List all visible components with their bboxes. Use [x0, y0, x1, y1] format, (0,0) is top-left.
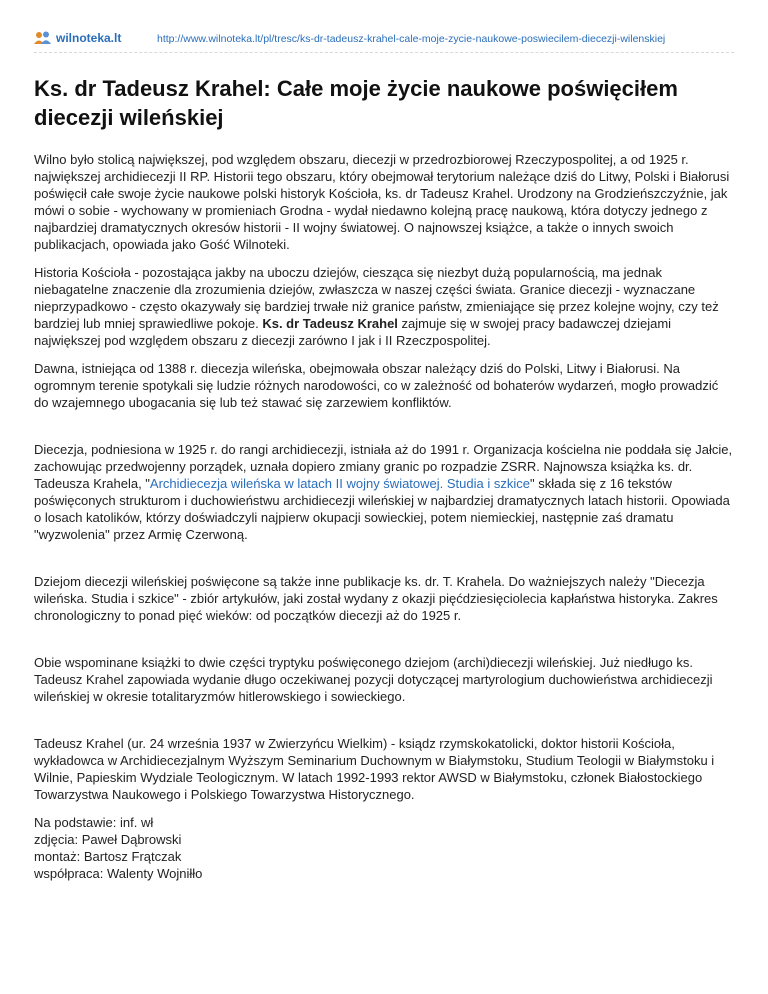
credit-cooperation: współpraca: Walenty Wojniłło	[34, 866, 203, 881]
article-body	[34, 151, 734, 882]
paragraph-other-publications: Dziejom diecezji wileńskiej poświęcone są także inne publikacje ks. dr. T. Krahela. Do ważniejszych należy "Diecezja wileńska. Studia i szkice" - zbiór artykułów, jaki został wydany z okazji pięćdziesięciolecia kapłaństwa historyka. Zakres chronologiczny to ponad pięć wieków: od początków diecezji aż do 1925 r.	[34, 574, 718, 623]
paragraph-new-book-text-b: " składa się z 16 tekstów poświęconych strukturom i duchowieństwu archidiecezji wileńskiej w najbardziej dramatycznych latach historii. Opowiada o losach katolików, którzy doświadczyli najpierw okupacji sowieckiej, potem niemieckiej, następnie zaś dramatu "wyzwolenia" przez Armię Czerwoną.	[34, 476, 730, 542]
paragraph-triptych: Obie wspominane książki to dwie części tryptyku poświęconego dziejom (archi)diecezji wileńskiej. Już niedługo ks. Tadeusz Krahel zapowiada wydanie długo oczekiwanej pozycji dotyczącej martyrologium duchowieństwa archidiecezji wileńskiej w okresie totalitaryzmów hitlerowskiego i sowieckiego.	[34, 655, 713, 704]
paragraph-history-text-a: Historia Kościoła - pozostająca jakby na uboczu dziejów, ciesząca się niezbyt dużą popularnością, ma jednak niebagatelne znaczenie dla zrozumienia dziejów, zwłaszcza w naszej części świata. Granice diecezji - wyznaczane nieprzypadkowo - często okazywały się bardziej trwałe niż granice państw, zmieniające się przez kolejne wojny, czy też bardziej lub mniej sprawiedliwe pokoje.	[34, 265, 719, 331]
paragraph-intro: Wilno było stolicą największej, pod względem obszaru, diecezji w przedrozbiorowej Rzeczypospolitej, a od 1925 r. największej archidiecezji II RP. Historii tego obszaru, który obejmował terytorium należące dziś do Litwy, Polski i Białorusi poświęcił całe swoje życie naukowe polski historyk Kościoła, ks. dr Tadeusz Krahel. Urodzony na Grodzieńszczyźnie, jak mówi o sobie - wychowany w promieniach Grodna - wydał niedawno kolejną pracę naukową, która dotyczy jednego z najbardziej dramatycznych okresów historii - II wojny światowej. O najnowszej książce, a także o innych swoich publikacjach, opowiada jako Gość Wilnoteki.	[34, 152, 730, 252]
paragraph-biography: Tadeusz Krahel (ur. 24 września 1937 w Zwierzyńcu Wielkim) - ksiądz rzymskokatolicki, doktor historii Kościoła, wykładowca w Archidiecezjalnym Wyższym Seminarium Duchownym w Białymstoku, Studium Teologii w Białymstoku i Wilnie, Papieskim Wydziale Teologicznym. W latach 1992-1993 rektor AWSD w Białymstoku, członek Białostockiego Towarzystwa Naukowego i Polskiego Towarzystwa Historycznego.	[34, 736, 715, 802]
paragraph-history	[34, 264, 734, 349]
page-header	[34, 30, 734, 53]
paragraph-new-book-text-a: Diecezja, podniesiona w 1925 r. do rangi archidiecezji, istniała aż do 1991 r. Organizacja kościelna nie poddała się Jałcie, zachowując przedwojenny porządek, uznała dopiero zmiany granic po rozpadzie ZSRR. Najnowsza książka ks. dr. Tadeusza Krahela, "	[34, 442, 733, 491]
author-name-bold: Ks. dr Tadeusz Krahel	[262, 316, 398, 331]
credits	[34, 814, 734, 882]
people-logo-icon	[34, 31, 52, 45]
site-name: wilnoteka.lt	[56, 31, 122, 45]
credit-photos: zdjęcia: Paweł Dąbrowski	[34, 832, 182, 847]
book-title-link[interactable]: Archidiecezja wileńska w latach II wojny światowej. Studia i szkice	[149, 476, 530, 491]
article-title: Ks. dr Tadeusz Krahel: Całe moje życie naukowe poświęciłem diecezji wileńskiej	[34, 76, 678, 130]
paragraph-diocese-origins: Dawna, istniejąca od 1388 r. diecezja wileńska, obejmowała obszar należący dziś do Polski, Litwy i Białorusi. Na ogromnym terenie spotykali się ludzie różnych narodowości, co w zależność od bohaterów wydarzeń, mogło prowadzić do wzajemnego ubogacania się lub też stawać się zarzewiem konfliktów.	[34, 361, 719, 410]
paragraph-new-book	[34, 441, 734, 543]
credit-source: Na podstawie: inf. wł	[34, 815, 154, 830]
paragraph-history-text-b: zajmuje się w swojej pracy badawczej dziejami największej pod względem obszaru z diecezji zarówno I jak i II Rzeczpospolitej.	[34, 316, 672, 348]
site-brand[interactable]	[34, 31, 121, 45]
article-url-link[interactable]: http://www.wilnoteka.lt/pl/tresc/ks-dr-tadeusz-krahel-cale-moje-zycie-naukowe-poswiecilem-diecezji-wilenskiej	[157, 33, 666, 45]
credit-editing: montaż: Bartosz Frątczak	[34, 849, 182, 864]
